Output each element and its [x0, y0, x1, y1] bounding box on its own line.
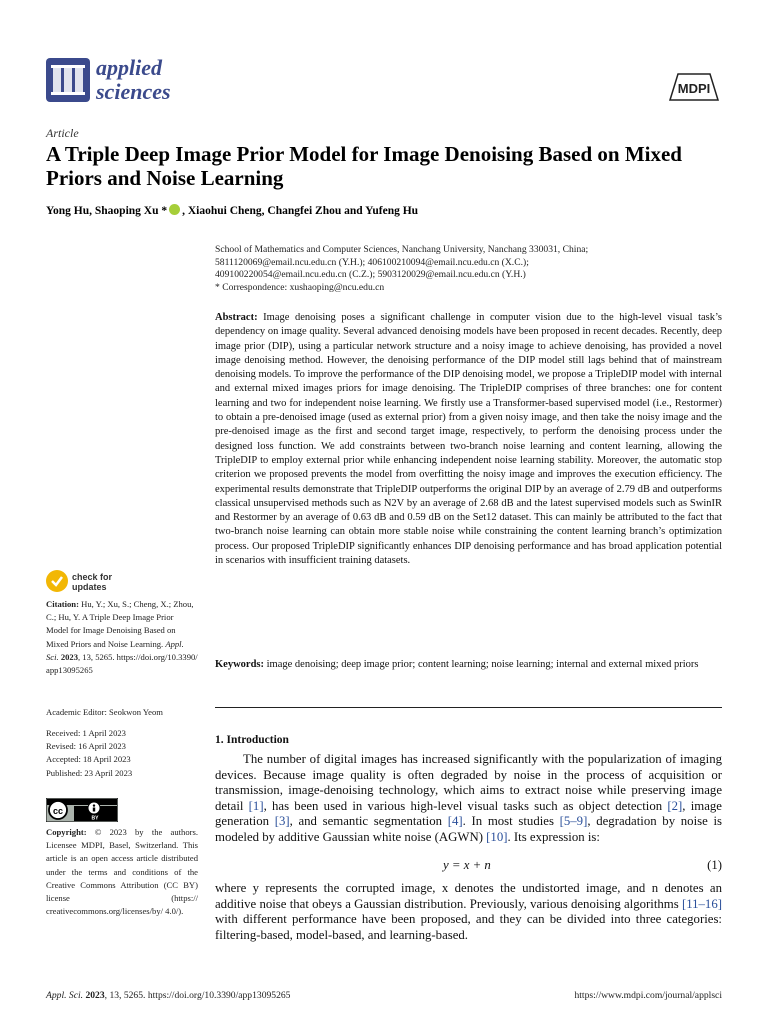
citation-link[interactable]: [1]: [248, 798, 264, 813]
date-received: Received: 1 April 2023: [46, 728, 126, 738]
affiliation-line: 5811120069@email.ncu.edu.cn (Y.H.); 406100210094@email.ncu.edu.cn (X.C.);: [215, 256, 529, 268]
check-updates-line1: check for: [72, 572, 113, 582]
citation-link[interactable]: [11–16]: [681, 896, 722, 911]
check-updates-icon: [46, 570, 68, 592]
section-divider: [215, 707, 722, 708]
abstract-label: Abstract:: [215, 312, 258, 323]
footer-journal: Appl. Sci.: [46, 990, 84, 1001]
check-updates-line2: updates: [72, 582, 107, 592]
abstract: [215, 311, 722, 568]
author-list: [46, 204, 726, 217]
citation-doi: , 13, 5265. https://doi.org/10.3390/ app13095265: [46, 651, 198, 676]
affiliation-line: 409100220054@email.ncu.edu.cn (C.Z.); 5903120029@email.ncu.edu.cn (Y.H.): [215, 269, 526, 280]
body-text: where y represents the corrupted image, x denotes the undistorted image, and n denotes an additive noise that obeys a Gaussian distribution. Previously, various denoising algorithms: [215, 881, 722, 911]
section-heading: 1. Introduction: [215, 734, 289, 746]
affiliation-line: School of Mathematics and Computer Sciences, Nanchang University, Nanchang 330031, China;: [215, 244, 589, 255]
equation-expression: y = x + n: [443, 858, 491, 872]
body-text: , has been used in various high-level visual tasks such as object detection: [263, 798, 668, 813]
article-type: Article: [46, 126, 79, 140]
citation-link[interactable]: [10]: [486, 829, 508, 844]
keywords-text: image denoising; deep image prior; content learning; noise learning; internal and external mixed priors: [266, 659, 699, 670]
journal-name-line2: sciences: [96, 79, 171, 104]
equation-number: (1): [707, 858, 722, 872]
citation-link[interactable]: [3]: [274, 814, 290, 829]
body-text: . Its expression is:: [507, 829, 600, 844]
mdpi-logo-icon: [666, 72, 722, 102]
body-text: with different performance have been proposed, and they can be divided into three categories: filtering-based, model-based, and learning-based.: [215, 912, 722, 942]
citation-text: Hu, Y.; Xu, S.; Cheng, X.; Zhou, C.; Hu, Y. A Triple Deep Image Prior Model for Image Denoising Based on Mixed Priors and Noise Learning.: [46, 599, 194, 649]
citation-block: [46, 598, 198, 677]
date-published: Published: 23 April 2023: [46, 767, 133, 778]
footer-doi: , 13, 5265. https://doi.org/10.3390/app13095265: [104, 990, 291, 1001]
footer-journal-url[interactable]: https://www.mdpi.com/journal/applsci: [574, 990, 722, 1001]
abstract-text: Image denoising poses a significant challenge in computer vision due to the high-level visual task’s dependency on image quality. Several advanced denoising models have been proposed in recent decades. Recently, deep image prior (DIP), using a particular network structure and a noisy image to achieve denoising, has provided a novel image denoising method. However, the denoising performance of the DIP model still lags behind that of mainstream denoising models. To improve the performance of the DIP denoising model, we propose a TripleDIP model with internal and external mixed images priors for image denoising. The TripleDIP comprises of three branches: one for content learning and two for independent noise learning. We firstly use a Transformer-based supervised model (i.e., Restormer) to obtain a pre-denoised image (used as external prior) from a given noisy image, and then take the noisy image and the pre-denoised image as the first and second target image, respectively, to perform the denoising process under the designed loss function. We add constraints between two-branch noise learning and content learning, allowing the TripleDIP to employ external prior while enhancing independent noise learning stability. Moreover, the automatic stop criterion we proposed prevents the model from overfitting the noisy image and improves the execution efficiency. The experimental results demonstrate that TripleDIP outperforms the original DIP by an average of 2.79 dB and outperforms classical unsupervised methods such as N2V by an average of 2.68 dB and the latest supervised models such as SwinIR and Restormer by an average of 0.63 dB and 0.59 dB on the Set12 dataset. This can mainly be attributed to the fact that two-branch noise learning can obtain more stable noise while constraining the content learning branch’s optimization process. Our proposed TripleDIP significantly enhances DIP denoising performance and has broad application potential in scenarios with insufficient training datasets.: [215, 312, 722, 567]
orcid-icon[interactable]: [169, 204, 180, 215]
authors-part2: , Xiaohui Cheng, Changfei Zhou and Yufeng Hu: [182, 205, 419, 217]
copyright-label: Copyright:: [46, 827, 87, 837]
article-title: A Triple Deep Image Prior Model for Image Denoising Based on Mixed Priors and Noise Learning: [46, 142, 682, 190]
cc-by-license-icon[interactable]: [46, 798, 118, 822]
citation-label: Citation:: [46, 599, 79, 609]
check-updates-label: [72, 572, 112, 592]
body-text: , image generation: [215, 798, 722, 829]
copyright-block: [46, 826, 198, 918]
citation-link[interactable]: [2]: [667, 798, 683, 813]
date-accepted: Accepted: 18 April 2023: [46, 754, 131, 765]
date-revised: Revised: 16 April 2023: [46, 741, 126, 752]
cc-by-label: BY: [91, 815, 99, 822]
journal-name: [96, 56, 266, 104]
citation-journal: Appl. Sci.: [46, 638, 184, 662]
body-text: , degradation by noise is modeled by additive Gaussian white noise (AGWN): [215, 814, 722, 844]
journal-name-line1: applied: [96, 55, 162, 80]
affiliation-block: [215, 244, 725, 294]
citation-link[interactable]: [5–9]: [559, 814, 588, 829]
footer-year: 2023: [85, 990, 105, 1001]
publisher-name: MDPI: [677, 81, 711, 96]
citation-year: 2023: [60, 651, 78, 662]
check-for-updates-button[interactable]: [46, 570, 166, 596]
academic-editor: Academic Editor: Seokwon Yeom: [46, 707, 163, 717]
authors-part1: Yong Hu, Shaoping Xu *: [46, 205, 168, 217]
journal-logo-icon: [46, 58, 90, 102]
body-paragraph-2: [215, 881, 722, 943]
copyright-text: © 2023 by the authors. Licensee MDPI, Basel, Switzerland. This article is an open access article distributed under the terms and conditions of the Creative Commons Attribution (CC BY) license (https:// creativecommons.org/licenses/by/ 4.0/).: [46, 827, 198, 917]
body-text: The number of digital images has increased significantly with the popularization of imaging devices. Because image quality is often degraded by noise in the process of acquisition or transmission, image-denoising technology, which aims to extract noise while preserving image detail: [215, 752, 722, 813]
footer-citation: [46, 990, 290, 1001]
publication-dates: [46, 727, 198, 780]
svg-text:cc: cc: [52, 806, 64, 816]
keywords: [215, 658, 722, 672]
equation-1: [215, 858, 722, 876]
keywords-label: Keywords:: [215, 659, 264, 670]
correspondence-line: * Correspondence: xushaoping@ncu.edu.cn: [215, 281, 385, 293]
body-paragraph-1: [215, 752, 722, 846]
body-text: . In most studies: [462, 814, 560, 829]
citation-link[interactable]: [4]: [447, 814, 463, 829]
body-text: , and semantic segmentation: [289, 814, 448, 829]
